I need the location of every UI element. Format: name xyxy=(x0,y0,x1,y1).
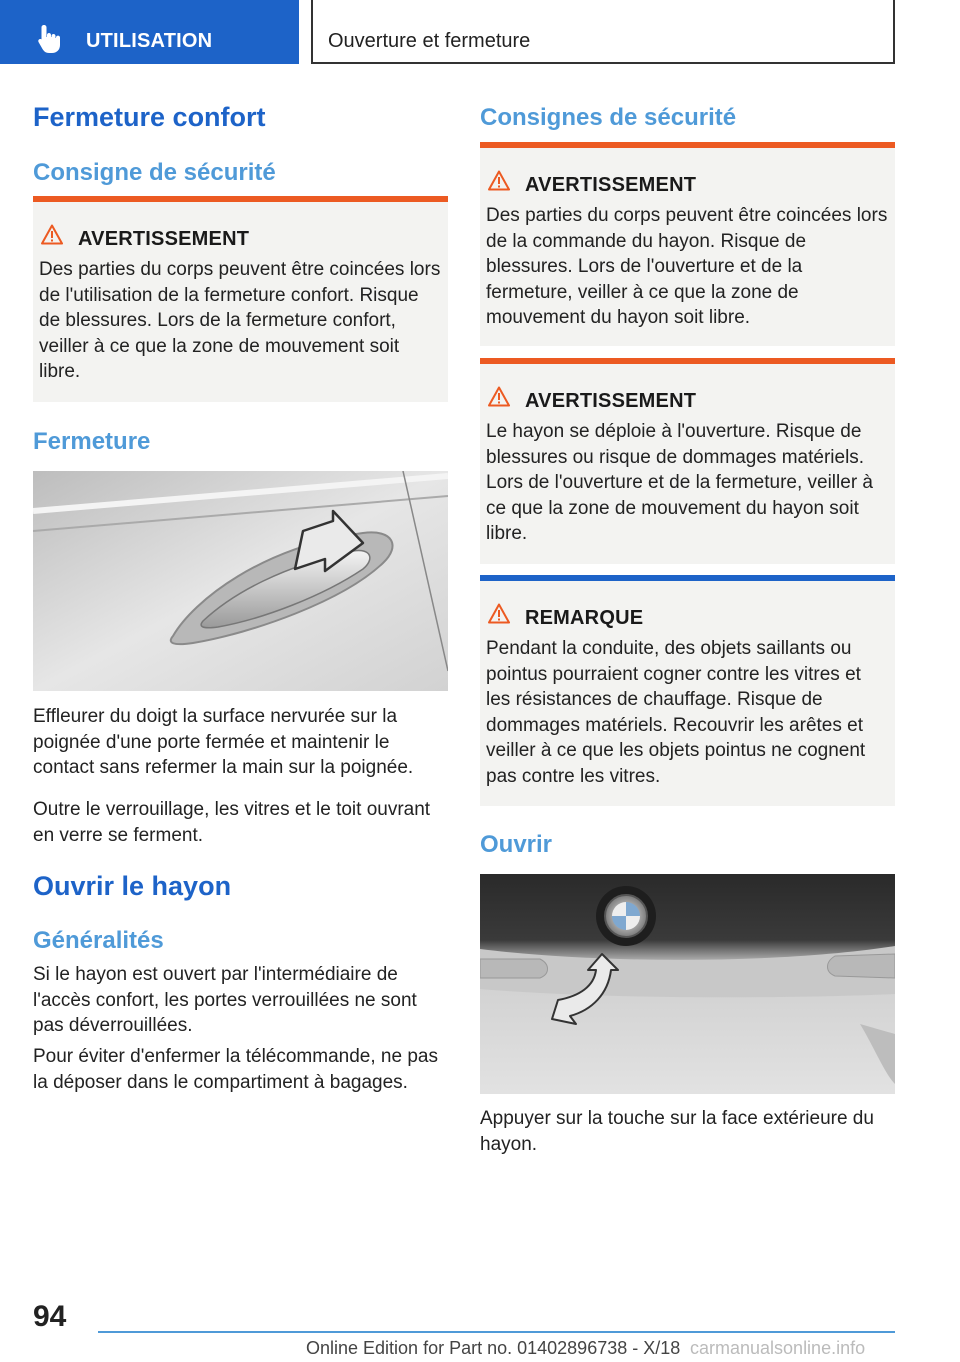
watermark: carmanualsonline.info xyxy=(690,1338,866,1358)
heading-generalites: Généralités xyxy=(33,927,164,954)
paragraph-ouvrir: Appuyer sur la touche sur la face extérieure du hayon. xyxy=(480,1108,874,1155)
chapter-tab-label: UTILISATION xyxy=(86,30,213,52)
remark-box xyxy=(480,575,895,806)
remark-title: REMARQUE xyxy=(525,607,644,629)
section-header xyxy=(311,0,895,64)
remark-text: Pendant la conduite, des objets saillants ou pointus pourraient cogner contre les vitres et les résistances de chauffage. Risque de dommages matériels. Recouvrir les arêtes et veiller à ce que les objets pointus ne cognent pas contre les vitres. xyxy=(486,638,866,787)
warning-box xyxy=(33,196,448,402)
door-handle-illustration xyxy=(33,471,448,691)
warning-title: AVERTISSEMENT xyxy=(78,228,250,250)
page-number: 94 xyxy=(33,1300,67,1333)
heading-fermeture-confort: Fermeture confort xyxy=(33,102,266,132)
heading-consigne-securite: Consigne de sécurité xyxy=(33,159,276,186)
paragraph-generalites-1: Si le hayon est ouvert par l'intermédiaire de l'accès confort, les portes verrouillées ne sont pas déverrouillées. xyxy=(33,964,417,1036)
paragraph-fermeture-1: Effleurer du doigt la surface nervurée sur la poignée d'une porte fermée et maintenir le contact sans refermer la main sur la poignée. xyxy=(33,706,414,778)
section-header-label: Ouverture et fermeture xyxy=(328,30,531,52)
heading-ouvrir: Ouvrir xyxy=(480,831,553,858)
tailgate-button-illustration xyxy=(480,874,895,1094)
warning-triangle-icon xyxy=(41,224,63,245)
footer-edition-text: Online Edition for Part no. 01402896738 - X/18 xyxy=(306,1338,681,1358)
notice-triangle-icon xyxy=(488,603,510,624)
heading-ouvrir-hayon: Ouvrir le hayon xyxy=(33,871,232,901)
footer-rule xyxy=(98,1331,895,1333)
hand-pointer-icon xyxy=(33,22,67,56)
warning-text: Des parties du corps peuvent être coincées lors de la commande du hayon. Risque de blessures. Lors de l'ouverture et de la fermeture, veiller à ce que la zone de mouvement du hayon soit libre. xyxy=(486,205,888,328)
warning-text: Des parties du corps peuvent être coincées lors de l'utilisation de la fermeture confort. Risque de blessures. Lors de la fermeture confort, veiller à ce que la zone de mouvement soit libre. xyxy=(39,259,441,382)
warning-triangle-icon xyxy=(488,170,510,191)
warning-box xyxy=(480,142,895,346)
warning-text: Le hayon se déploie à l'ouverture. Risque de blessures ou risque de dommages matériels. Lors de l'ouverture et de la fermeture, veiller à ce que la zone de mouvement du hayon soit libre. xyxy=(486,421,873,544)
warning-title: AVERTISSEMENT xyxy=(525,390,697,412)
chapter-tab[interactable] xyxy=(0,0,299,64)
warning-box xyxy=(480,358,895,564)
heading-consignes-securite: Consignes de sécurité xyxy=(480,104,737,131)
paragraph-generalites-2: Pour éviter d'enfermer la télécommande, ne pas la déposer dans le compartiment à bagages. xyxy=(33,1046,438,1093)
paragraph-fermeture-2: Outre le verrouillage, les vitres et le toit ouvrant en verre se ferment. xyxy=(33,799,431,846)
heading-fermeture: Fermeture xyxy=(33,428,151,455)
warning-title: AVERTISSEMENT xyxy=(525,174,697,196)
warning-triangle-icon xyxy=(488,386,510,407)
